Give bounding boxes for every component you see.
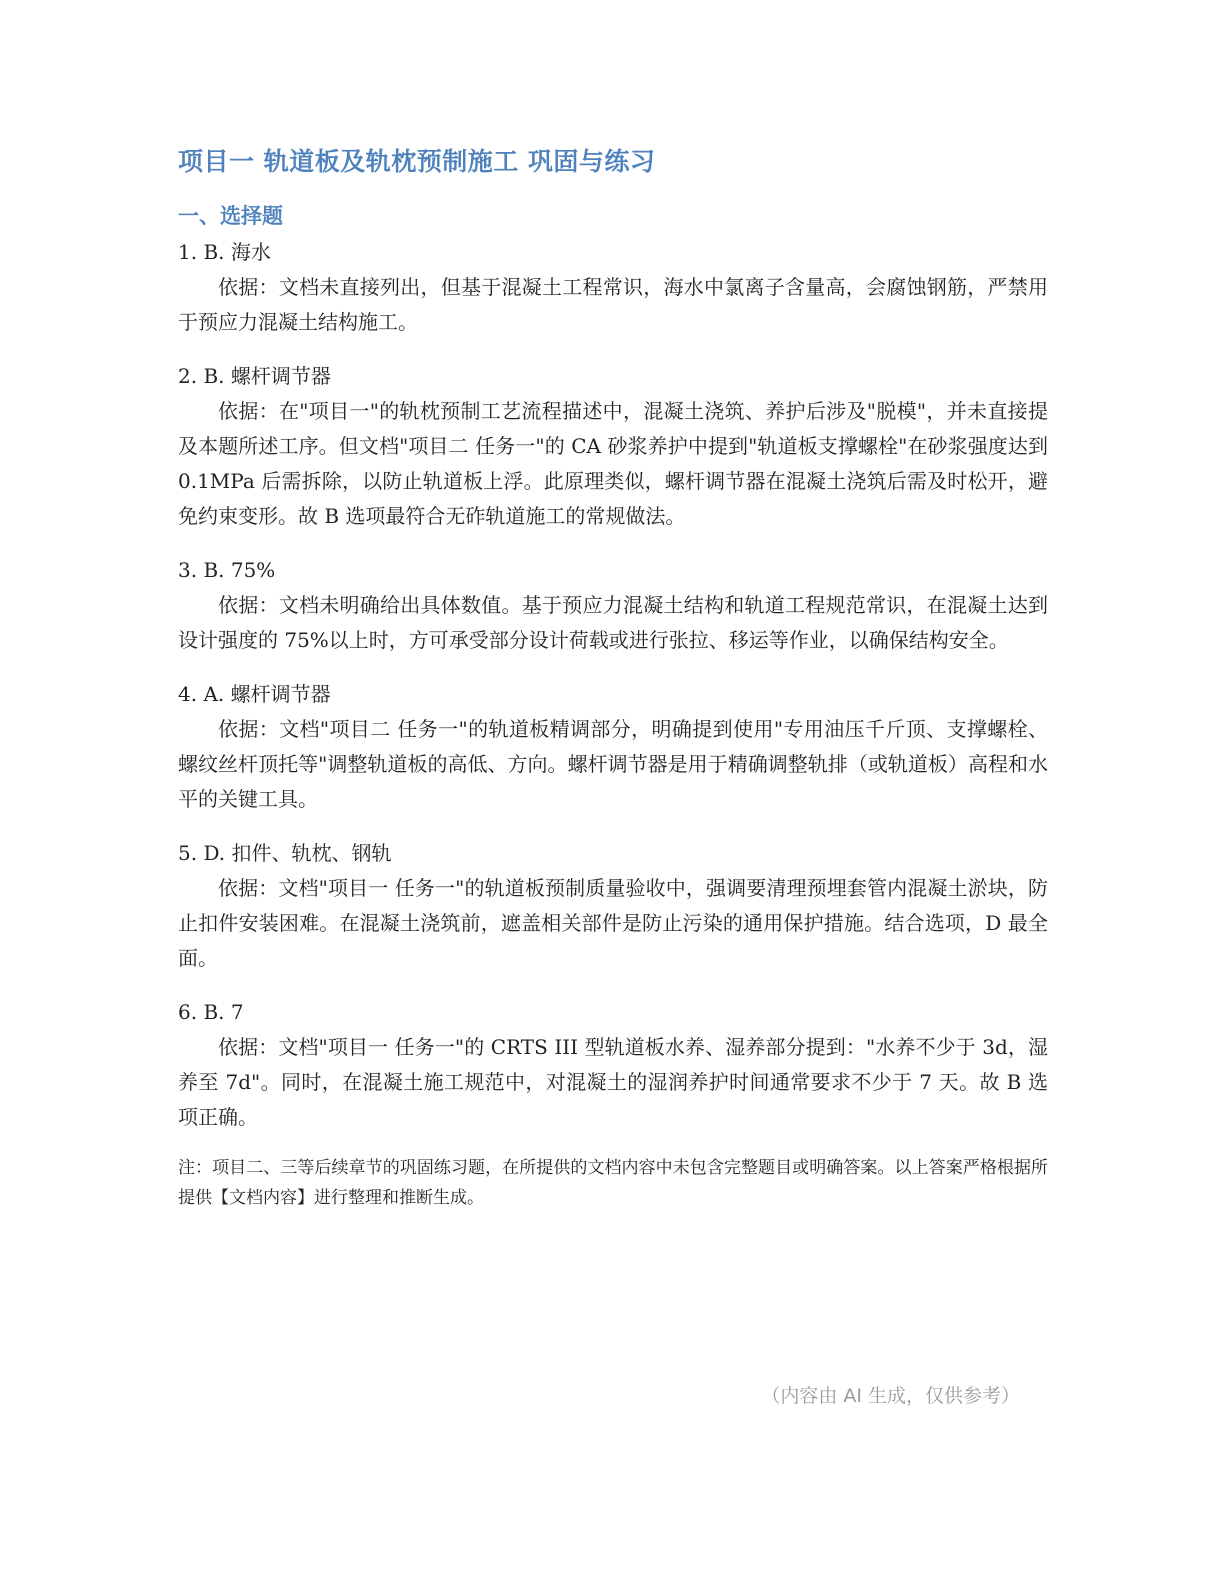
answer-line: 5. D. 扣件、轨枕、钢轨: [178, 841, 392, 865]
qa-item-3: [178, 552, 1048, 658]
answer-line: 4. A. 螺杆调节器: [178, 682, 331, 706]
question-answer-list: [178, 234, 1048, 1135]
qa-item-5: [178, 835, 1048, 976]
qa-item-6: [178, 994, 1048, 1135]
answer-line: 1. B. 海水: [178, 240, 271, 264]
document-title: 项目一 轨道板及轨枕预制施工 巩固与练习: [178, 147, 656, 176]
document-page: [178, 140, 1048, 1213]
closing-note: 注：项目二、三等后续章节的巩固练习题，在所提供的文档内容中未包含完整题目或明确答案。以上答案严格根据所提供【文档内容】进行整理和推断生成。: [178, 1158, 1048, 1208]
qa-item-1: [178, 234, 1048, 340]
answer-basis: 依据：文档"项目一 任务一"的轨道板预制质量验收中，强调要清理预埋套管内混凝土淤块，防止扣件安装困难。在混凝土浇筑前，遮盖相关部件是防止污染的通用保护措施。结合选项，D 最全面。: [178, 876, 1048, 970]
section-title: 一、选择题: [178, 204, 283, 228]
ai-disclaimer: （内容由 AI 生成，仅供参考）: [761, 1385, 1020, 1407]
answer-basis: 依据：文档未明确给出具体数值。基于预应力混凝土结构和轨道工程规范常识，在混凝土达到设计强度的 75%以上时，方可承受部分设计荷载或进行张拉、移运等作业，以确保结构安全。: [178, 593, 1048, 652]
qa-item-2: [178, 358, 1048, 534]
answer-basis: 依据：在"项目一"的轨枕预制工艺流程描述中，混凝土浇筑、养护后涉及"脱模"，并未直接提及本题所述工序。但文档"项目二 任务一"的 CA 砂浆养护中提到"轨道板支撑螺栓"在砂浆强度达到 0.1MPa 后需拆除，以防止轨道板上浮。此原理类似，螺杆调节器在混凝土浇筑后需及时松开，避免约束变形。故 B 选项最符合无砟轨道施工的常规做法。: [178, 399, 1048, 528]
answer-line: 6. B. 7: [178, 1000, 244, 1024]
answer-line: 2. B. 螺杆调节器: [178, 364, 331, 388]
answer-basis: 依据：文档"项目一 任务一"的 CRTS III 型轨道板水养、湿养部分提到："水养不少于 3d，湿养至 7d"。同时，在混凝土施工规范中，对混凝土的湿润养护时间通常要求不少于 7 天。故 B 选项正确。: [178, 1035, 1048, 1129]
answer-basis: 依据：文档未直接列出，但基于混凝土工程常识，海水中氯离子含量高，会腐蚀钢筋，严禁用于预应力混凝土结构施工。: [178, 275, 1048, 334]
answer-line: 3. B. 75%: [178, 558, 276, 582]
qa-item-4: [178, 676, 1048, 817]
answer-basis: 依据：文档"项目二 任务一"的轨道板精调部分，明确提到使用"专用油压千斤顶、支撑螺栓、螺纹丝杆顶托等"调整轨道板的高低、方向。螺杆调节器是用于精确调整轨排（或轨道板）高程和水平的关键工具。: [178, 717, 1048, 811]
